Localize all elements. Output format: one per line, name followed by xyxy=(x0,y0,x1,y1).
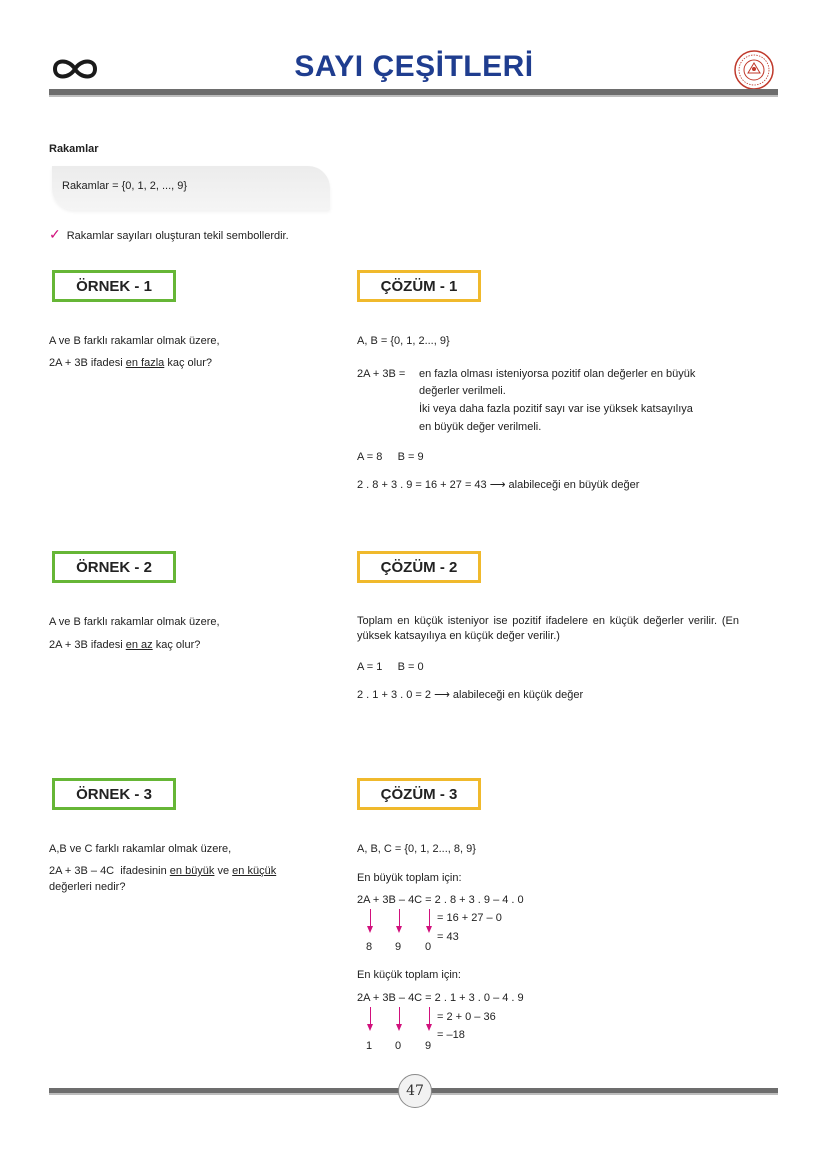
definition-box xyxy=(52,166,330,210)
cozum-3-max-title: En büyük toplam için: xyxy=(357,872,462,884)
cozum-3-min-step1: = 2 + 0 – 36 xyxy=(437,1011,496,1023)
min-digit-a: 1 xyxy=(366,1040,373,1052)
cozum-2-label: ÇÖZÜM - 2 xyxy=(357,551,481,583)
cozum-3-min-expr: 2A + 3B – 4C = 2 . 1 + 3 . 0 – 4 . 9 xyxy=(357,992,524,1004)
arrow-b-max xyxy=(399,909,400,926)
cozum-2-calc-line: 2 . 1 + 3 . 0 = 2 ⟶ alabileceği en küçük değer xyxy=(357,689,584,701)
min-digit-b: 0 xyxy=(395,1040,402,1052)
ornek-1-line2: 2A + 3B ifadesi en fazla kaç olur? xyxy=(49,357,212,369)
arrowhead-b-max xyxy=(396,926,402,933)
header-rule-shadow xyxy=(49,95,778,97)
ornek-3-line1: A,B ve C farklı rakamlar olmak üzere, xyxy=(49,843,232,855)
section-title: Rakamlar xyxy=(49,143,99,155)
arrow-a-max xyxy=(370,909,371,926)
max-digit-c: 0 xyxy=(425,941,432,953)
cozum-3-label: ÇÖZÜM - 3 xyxy=(357,778,481,810)
ornek-2-line1: A ve B farklı rakamlar olmak üzere, xyxy=(49,616,220,628)
arrowhead-b-min xyxy=(396,1024,402,1031)
cozum-3-max-expr: 2A + 3B – 4C = 2 . 8 + 3 . 9 – 4 . 0 xyxy=(357,894,524,906)
cozum-1-lead: 2A + 3B = xyxy=(357,368,406,380)
note-line xyxy=(49,226,289,243)
ornek-1-label: ÖRNEK - 1 xyxy=(52,270,176,302)
min-digit-c: 9 xyxy=(425,1040,432,1052)
cozum-3-max-step1: = 16 + 27 – 0 xyxy=(437,912,502,924)
cozum-1-calc-line: 2 . 8 + 3 . 9 = 16 + 27 = 43 ⟶ alabileceği en büyük değer xyxy=(357,479,640,491)
ornek-2-line2: 2A + 3B ifadesi en az kaç olur? xyxy=(49,639,201,651)
arrow-c-max xyxy=(429,909,430,926)
max-digit-b: 9 xyxy=(395,941,402,953)
page-title: SAYI ÇEŞİTLERİ xyxy=(294,50,534,83)
cozum-2-text: Toplam en küçük isteniyor ise pozitif ifadelere en küçük değerler verilir. (En yüksek katsayılıya en küçük değer verilir.) xyxy=(357,615,739,642)
cozum-1-explain3: İki veya daha fazla pozitif sayı var ise yüksek katsayılıya xyxy=(419,403,693,415)
checkmark-icon: ✓ xyxy=(49,226,61,242)
arrowhead-a-max xyxy=(367,926,373,933)
max-digit-a: 8 xyxy=(366,941,373,953)
ornek-3-label: ÖRNEK - 3 xyxy=(52,778,176,810)
cozum-2-values: A = 1 B = 0 xyxy=(357,661,424,673)
cozum-1-values: A = 8 B = 9 xyxy=(357,451,424,463)
arrow-c-min xyxy=(429,1007,430,1024)
cozum-3-set: A, B, C = {0, 1, 2..., 8, 9} xyxy=(357,843,476,855)
ornek-2-label: ÖRNEK - 2 xyxy=(52,551,176,583)
cozum-3-min-title: En küçük toplam için: xyxy=(357,969,461,981)
cozum-1-explain1: en fazla olması isteniyorsa pozitif olan değerler en büyük xyxy=(419,368,696,380)
arrowhead-c-max xyxy=(426,926,432,933)
cozum-1-set: A, B = {0, 1, 2..., 9} xyxy=(357,335,450,347)
ornek-1-line1: A ve B farklı rakamlar olmak üzere, xyxy=(49,335,220,347)
cozum-1-explain4: en büyük değer verilmeli. xyxy=(419,421,542,433)
cozum-3-max-step2: = 43 xyxy=(437,931,459,943)
arrowhead-c-min xyxy=(426,1024,432,1031)
ornek-3-line2: 2A + 3B – 4C ifadesinin en büyük ve en küçük xyxy=(49,865,277,877)
note-text: Rakamlar sayıları oluşturan tekil sembollerdir. xyxy=(66,230,289,242)
arrow-a-min xyxy=(370,1007,371,1024)
cozum-1-explain2: değerler verilmeli. xyxy=(419,385,506,397)
arrowhead-a-min xyxy=(367,1024,373,1031)
arrow-b-min xyxy=(399,1007,400,1024)
ornek-3-line3: değerleri nedir? xyxy=(49,881,126,893)
page-number: 47 xyxy=(398,1074,432,1108)
definition-text: Rakamlar = {0, 1, 2, ..., 9} xyxy=(62,180,188,192)
cozum-1-label: ÇÖZÜM - 1 xyxy=(357,270,481,302)
cozum-3-min-step2: = –18 xyxy=(437,1029,465,1041)
